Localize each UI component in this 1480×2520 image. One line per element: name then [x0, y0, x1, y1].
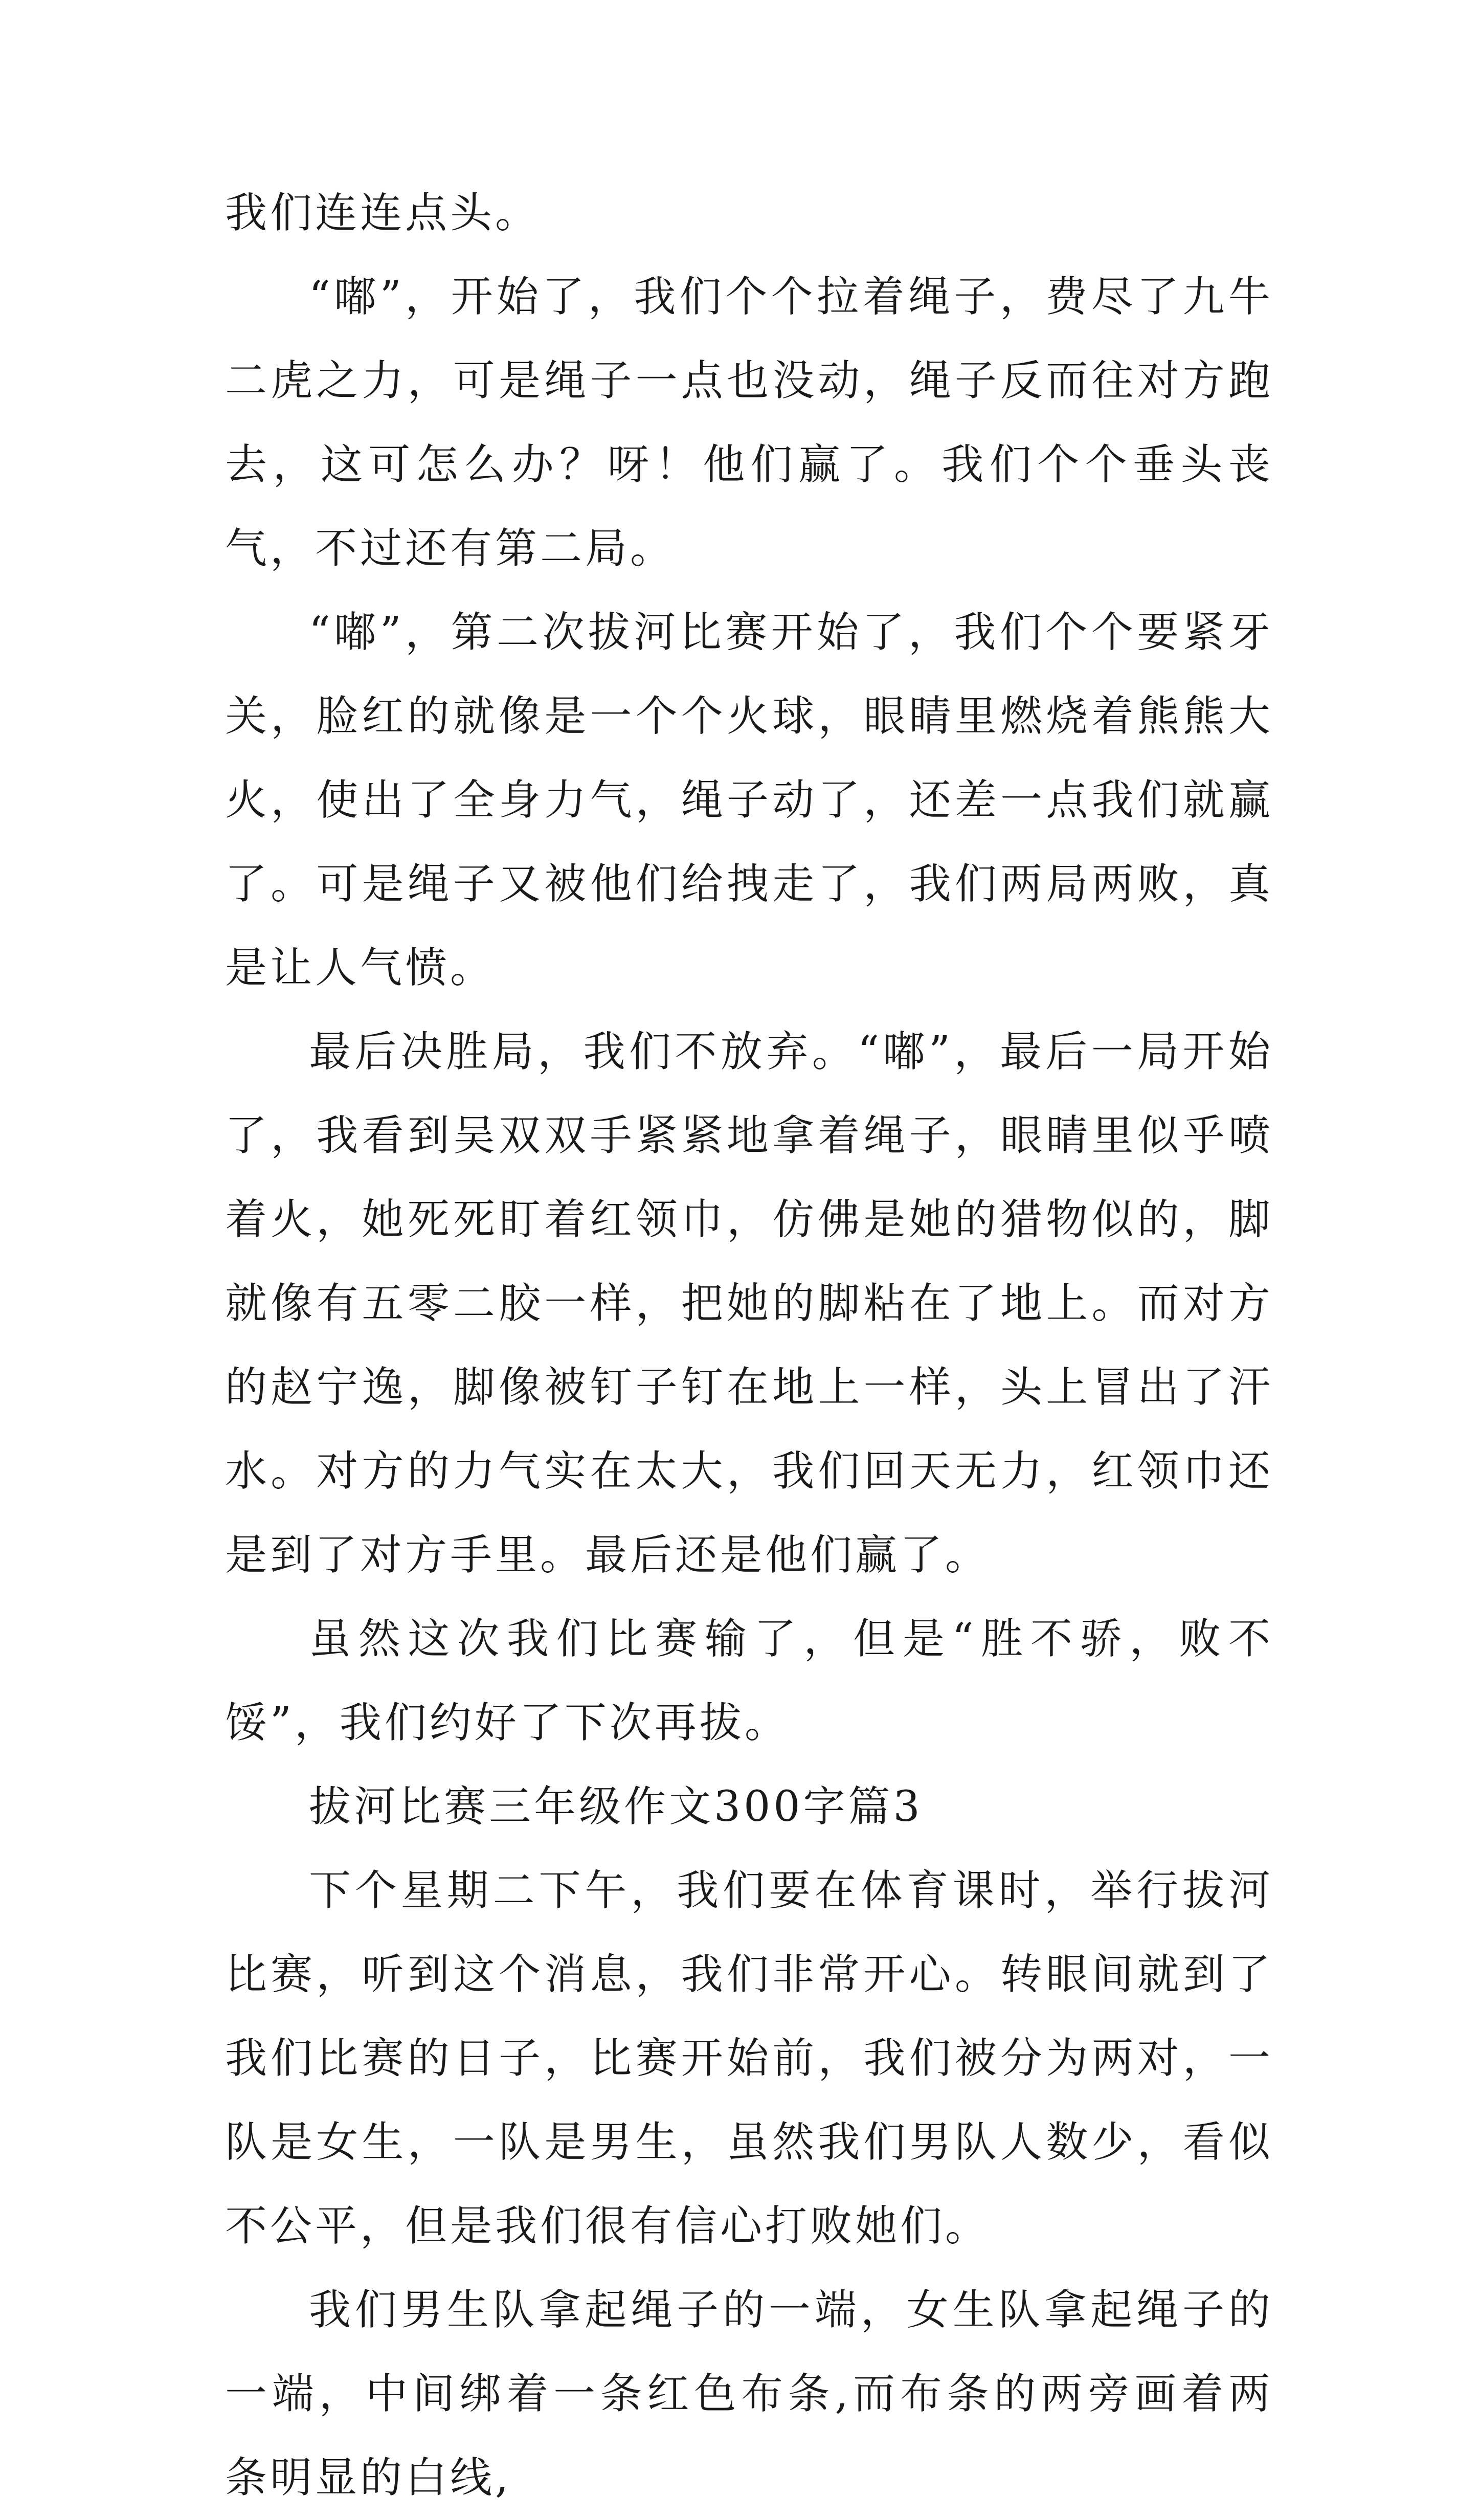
paragraph: 我们连连点头。 [225, 189, 541, 237]
paragraph: 下个星期二下午，我们要在体育课时，举行拔河比赛，听到这个消息，我们非常开心。转眼间就到了我们比赛的日子，比赛开始前，我们被分为两对，一队是女生，一队是男生，虽然我们男队人数少，看似不公平，但是我们很有信心打败她们。 [225, 1866, 1273, 2250]
paragraph: 我们男生队拿起绳子的一端，女生队拿起绳子的一端，中间绑着一条红色布条,而布条的两旁画着两条明显的白线, [225, 2286, 1273, 2502]
section-title: 拔河比赛三年级作文300字篇3 [309, 1782, 923, 1831]
paragraph: 虽然这次我们比赛输了，但是“胜不骄，败不馁”，我们约好了下次再拔。 [225, 1615, 1273, 1747]
paragraph: “嘟”，开始了，我们个个拉着绳子，费尽了九牛二虎之力，可是绳子一点也没动，绳子反而往对方跑去，这可怎么办？呀！他们赢了。我们个个垂头丧气，不过还有第二局。 [225, 273, 1273, 573]
paragraph: 最后决胜局，我们不放弃。“嘟”，最后一局开始了，我看到吴双双手紧紧地拿着绳子，眼睛里似乎喷着火，她死死盯着红领巾，仿佛是她的猎物似的，脚就像有五零二胶一样，把她的脚粘在了地上。而对方的赵宁逸，脚像被钉子钉在地上一样，头上冒出了汗水。对方的力气实在太大，我们回天无力，红领巾还是到了对方手里。最后还是他们赢了。 [225, 1028, 1273, 1579]
article-body [225, 171, 1273, 2520]
paragraph: “嘟”，第二次拔河比赛开始了，我们个个要紧牙关，脸红的就像是一个个火球，眼睛里燃烧着熊熊大火，使出了全身力气，绳子动了，还差一点我们就赢了。可是绳子又被他们给拽走了，我们两局两败，真是让人气愤。 [225, 608, 1273, 992]
